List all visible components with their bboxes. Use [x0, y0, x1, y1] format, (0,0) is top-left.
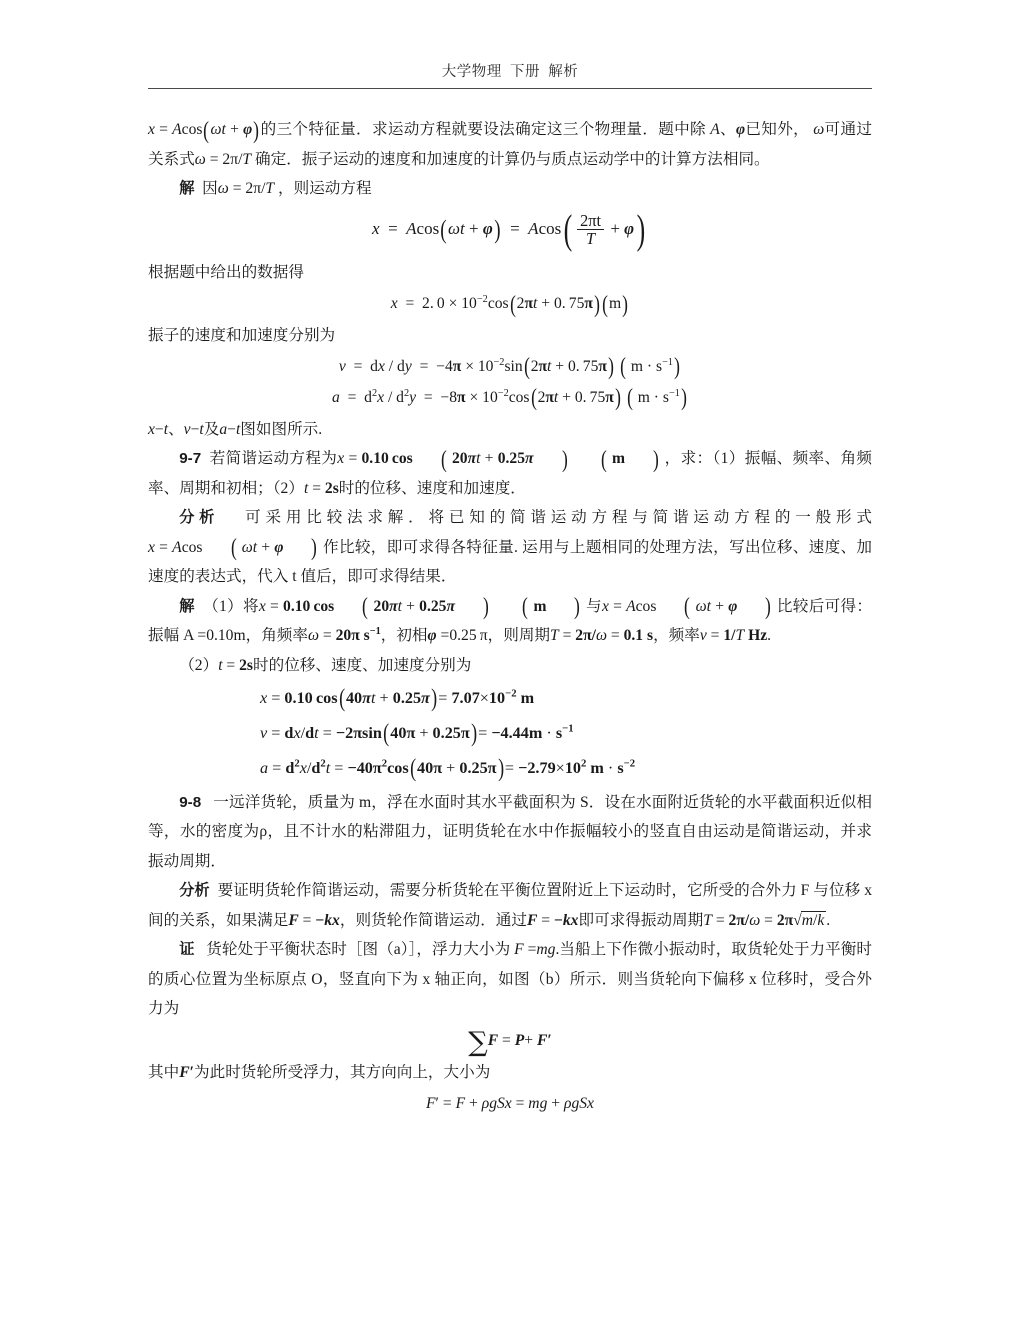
equation-sum-force: ∑F = P+ F′	[468, 1026, 552, 1058]
problem-9-7-number: 9-7	[179, 450, 202, 468]
problem-9-8-line2: 面积近似相等，水的密度为ρ，且不计水的粘滞阻力，证明货轮在水中作振幅较小的竖直自由运	[148, 793, 872, 841]
solution-9-7-line2-d: ，频率	[653, 627, 700, 645]
running-head: 大学物理 下册 解析	[441, 64, 579, 80]
analysis-9-8-line3-a: 周期	[672, 911, 704, 929]
problem-9-8-analysis: 分析 要证明货轮作简谐运动，需要分析货轮在平衡位置附近上下运动时，它所受的合外力 F 与位移 x 间的关系，如果满足F = −kx，则货轮作简谐运动．通过F = −kx即可求得振动周期T = 2π/ω = 2π√m/k .	[148, 882, 873, 929]
part2-a: （2）	[179, 656, 219, 674]
problem-9-7-part2: （2）t = 2s时的位移、速度、加速度分别为	[179, 656, 472, 674]
proof-line3: 向下偏移 x 位移时，受合外力为	[148, 970, 872, 1018]
problem-9-7-line2-a: 周期和初相；（2）	[179, 479, 304, 497]
analysis-line1-mid: 、	[719, 121, 736, 138]
problem-9-7-statement-a: 若简谐运动方程为	[209, 450, 338, 468]
equation-acceleration: $a = d^2x / d^2y = -8\pi \times 10^{-2}\cos(2\pi t + 0$. 75π) ( $m \cdot s^{-1}$)	[332, 384, 687, 412]
analysis-label-9-8: 分析	[179, 882, 210, 900]
problem-9-7-statement: 9-7 若简谐运动方程为x = 0.10 cos ( 20πt + 0.25π ) ( m ) ，求：（1）振幅、频率、角频率、周期和初相；（2）t = 2s时的位移、速度和加速度．	[148, 445, 873, 497]
analysis-9-8-line2-b: ，则货轮作简谐运动．通过	[339, 911, 527, 929]
analysis-line2-b: 可通过关系式	[148, 121, 872, 168]
paragraph-after-sum: 其中F′为此时货轮所受浮力，其方向向上，大小为	[148, 1063, 491, 1081]
equation-9-7-v: $v = dx/dt = -2\pi\sin(40\pi + 0.25\pi)= -4.44m \cdot s^{-1}$	[260, 720, 574, 748]
analysis-9-7-line2-text: 作比较，即可求得各特征量. 运用与上题相同的处理方法，写出位移、速度、	[322, 538, 857, 556]
equation-9-7-x: x = 0.10 $\cos(40\pi t + 0.25\pi)= 7.07\times 10^{-2}$ m	[260, 685, 535, 713]
analysis-9-7-line1: 可采用比较法求解．将已知的简谐运动方程与简谐运动方程的一般形式	[245, 509, 872, 527]
analysis-line3: 算方法相同。	[676, 150, 770, 168]
solution-label: 解	[179, 180, 195, 197]
document-body	[148, 89, 872, 1116]
problem-9-7-analysis: 分析 可采用比较法求解．将已知的简谐运动方程与简谐运动方程的一般形式x = Acos ( ωt + φ ) 作比较，即可求得各特征量. 运用与上题相同的处理方法，写出位移、速度、加速度的表达式，代入 t 值后，即可求得结果．	[148, 509, 873, 586]
paragraph-data-given: 根据题中给出的数据得	[148, 263, 304, 281]
equation-velocity: v = dx / dy = $-4\pi \times 10^{-2}\sin(2\pi t + 0$. 75π) ( $m \cdot s^{-1}$)	[338, 353, 680, 381]
solution-9-7-part1-a: （1）将	[203, 597, 259, 615]
analysis-9-8-line1: 要证明货轮作简谐运动，需要分析货轮在平衡位置附近上下运动时，它所受的合外	[217, 882, 782, 900]
problem-9-8-statement	[148, 788, 872, 877]
solution-9-7-part1-c: 比较后可得：振幅 A =	[148, 597, 872, 645]
analysis-9-8-line2-a: 力 F 与位移 x 间的关系，如果满足	[148, 882, 873, 929]
solution-lead: 因	[202, 180, 218, 197]
solution-9-7-part1-b: 与	[585, 597, 602, 615]
analysis-9-7-line3: 加速度的表达式，代入 t 值后，即可求得结果．	[148, 538, 873, 586]
equation-buoyancy: F′ = F + ρgSx = mg + ρgSx	[426, 1095, 594, 1113]
analysis-line2-a: 外，	[777, 121, 809, 138]
solution-label-9-7: 解	[179, 597, 195, 615]
problem-9-8-number: 9-8	[179, 793, 202, 811]
analysis-line1-prefix: 的三个特征量．求运动方程就要设法确定这三个物理量．题中除	[260, 121, 706, 138]
problem-9-8-line3: 动是简谐运动，并求振动周期．	[148, 823, 872, 870]
analysis-line1-suffix: 已知	[745, 121, 778, 138]
problem-9-8-line1: 一远洋货轮，质量为 m，浮在水面时其水平截面积为 S．设在水面附近货轮的水平截	[213, 793, 794, 811]
solution-9-7-line2-amp: 0.10m	[206, 627, 246, 645]
equation-9-7-a: $a = d^2x/d^2t = -40\pi^2\cos(40\pi + 0.25\pi)= -2.79\times 10^2$ $m \cdot s^{-2}$	[260, 755, 636, 783]
problem-9-7-statement-b: ，求：（1）振幅、频率、角频率、	[148, 450, 873, 497]
solution-9-7-line2-b: ，初相	[380, 627, 428, 645]
paragraph-graphs: x−t、v−t及a−t图如图所示.	[148, 420, 323, 438]
symbol-A: A	[710, 121, 720, 138]
paragraph-velocity-intro: 振子的速度和加速度分别为	[148, 327, 336, 345]
solution-9-7-line2-e: .	[767, 627, 772, 645]
analysis-9-8-line2-c: 即可求得振动	[578, 911, 673, 929]
symbol-phi: φ	[735, 121, 746, 138]
paragraph-continued-analysis: x = Acos(ωt + φ)的三个特征量．求运动方程就要设法确定这三个物理量．题中除 A、φ已知外， ω可通过关系式ω = 2π/T 确定．振子运动的速度和加速度的计算仍与质点运动学中的计算方法相同。	[148, 116, 872, 168]
symbol-omega: ω	[813, 121, 825, 138]
solution-9-7-line2-a: ，角频率	[245, 627, 308, 645]
proof-label: 证	[179, 941, 195, 959]
analysis-line2-c: 确定．振子运动的速度和加速度的计算仍与质点运动学中的计	[255, 150, 677, 168]
part2-b: 时的位移、速度、加速度分别为	[253, 656, 472, 674]
solution-9-7-line2-c: ，则周期	[487, 627, 551, 645]
analysis-9-8-line3-b: .	[826, 911, 831, 929]
problem-9-7-solution: 解 （1）将x = 0.10 cos ( 20πt + 0.25π ) ( m ) 与x = Acos ( ωt + φ ) 比较后可得：振幅 A =0.10m，角频率ω = 20π $s^{-1}$，初相φ =0.25 π，则周期T = 2π/ω = 0.1 s，频率v = 1/T Hz.	[148, 593, 872, 645]
equation-x-numeric: x = 2. $0 \times 10^{-2}\cos(2\pi t + 0$. 75π)(m)	[390, 290, 629, 318]
equation-x-general-display: x = Acos(ωt + φ) = Acos( $\frac{2\pi t}{T}$ + φ)	[372, 206, 646, 253]
problem-9-8-proof: 证 货轮处于平衡状态时［图（a）］，浮力大小为 F =mg.当船上下作微小振动时，取货轮处于力平衡时的质心位置为坐标原点 O，竖直向下为 x 轴正向，如图（b）所示．则当货轮向下偏移 x 位移时，受合外力为	[148, 941, 872, 1018]
solution-tail: ，则运动方程	[278, 180, 372, 197]
proof-line2: 货轮处于力平衡时的质心位置为坐标原点 O，竖直向下为 x 轴正向，如图（b）所示．则当货轮	[148, 941, 872, 988]
analysis-label-9-7: 分析	[179, 509, 220, 527]
paragraph-solution-lead: 解 因ω = 2π/T ，则运动方程	[179, 180, 372, 197]
proof-line1-b: .当船上下作微小振动时，取	[555, 941, 747, 959]
page-content-column	[148, 0, 872, 1121]
proof-line1-a: 货轮处于平衡状态时［图（a）］，浮力大小为	[206, 941, 511, 959]
problem-9-7-line2-b: 时的位移、速度和加速度．	[338, 479, 526, 497]
